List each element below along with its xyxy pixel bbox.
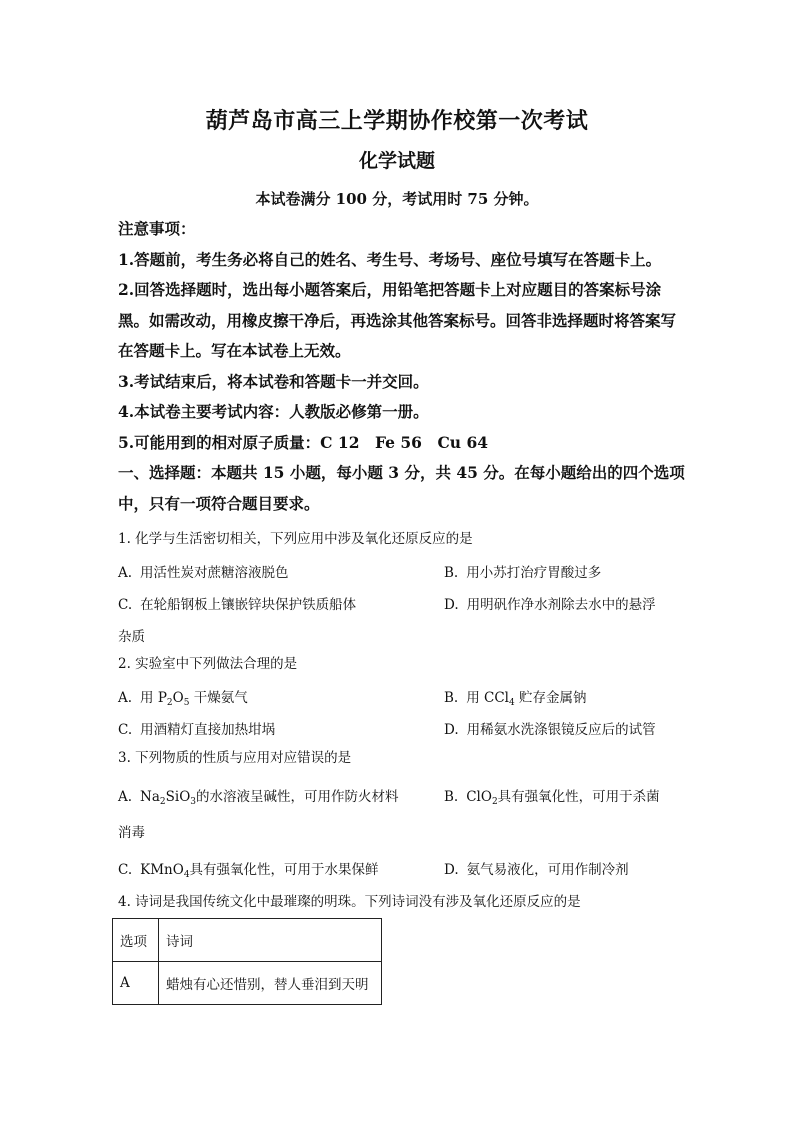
formula-part: O — [172, 690, 184, 706]
table-header-cell: 选项 — [113, 919, 159, 962]
option-label: B. — [444, 565, 459, 581]
table-cell: A — [113, 962, 159, 1005]
formula-part: 用 CCl — [466, 690, 509, 706]
question-3-option-d — [444, 858, 629, 878]
table-header-cell: 诗词 — [159, 919, 382, 962]
formula-part: 具有强氧化性，可用于水果保鲜 — [189, 862, 379, 878]
question-2-stem: 2. 实验室中下列做法合理的是 — [118, 656, 298, 672]
formula-subscript: 4 — [183, 870, 190, 880]
question-2-option-a — [118, 686, 248, 706]
question-1-option-c — [118, 593, 356, 613]
option-text: 氨气易液化，可用作制冷剂 — [466, 862, 629, 878]
formula-subscript: 3 — [190, 797, 197, 807]
question-3-stem: 3. 下列物质的性质与应用对应错误的是 — [118, 750, 352, 766]
note-item: 2.回答选择题时，选出每小题答案后，用铅笔把答题卡上对应题目的答案标号涂黑。如需改动，用橡皮擦干净后，再选涂其他答案标号。回答非选择题时将答案写在答题卡上。写在本试卷上无效。 — [118, 280, 677, 360]
section-heading: 一、选择题：本题共 15 小题，每小题 3 分，共 45 分。在每小题给出的四个选项中，只有一项符合题目要求。 — [118, 463, 685, 513]
formula-part: 具有强氧化性，可用于杀菌 — [497, 789, 660, 805]
formula-subscript: 5 — [183, 698, 190, 708]
note-item: 5.可能用到的相对原子质量：C 12 Fe 56 Cu 64 — [118, 432, 489, 452]
table-cell: 蜡烛有心还惜别，替人垂泪到天明 — [159, 962, 382, 1005]
option-text: 用稀氨水洗涤银镜反应后的试管 — [466, 722, 656, 738]
formula-part: 的水溶液呈碱性，可用作防火材料 — [196, 789, 399, 805]
notes-heading: 注意事项： — [118, 219, 196, 238]
option-text: 用明矾作净水剂除去水中的悬浮 — [466, 597, 656, 613]
question-1-option-d-continued: 杂质 — [118, 629, 145, 645]
option-label: C. — [118, 862, 133, 878]
table-header-row — [113, 919, 382, 962]
formula-subscript: 2 — [491, 797, 498, 807]
option-text: 用活性炭对蔗糖溶液脱色 — [140, 565, 289, 581]
exam-info: 本试卷满分 100 分，考试用时 75 分钟。 — [255, 190, 539, 208]
option-text: 在轮船钢板上镶嵌锌块保护铁质船体 — [140, 597, 357, 613]
note-item: 4.本试卷主要考试内容：人教版必修第一册。 — [118, 402, 429, 421]
question-4-table — [112, 918, 382, 1005]
notes-block — [118, 214, 688, 519]
table-row — [113, 962, 382, 1005]
formula-part: 贮存金属钠 — [514, 690, 587, 706]
option-text: 用酒精灯直接加热坩埚 — [140, 722, 276, 738]
question-1-option-d — [444, 593, 656, 613]
option-label: A. — [118, 789, 133, 805]
formula-part: Na — [140, 789, 160, 805]
option-label: A. — [118, 690, 133, 706]
question-2-option-d — [444, 718, 656, 738]
formula-subscript: 4 — [509, 698, 515, 708]
option-label: A. — [118, 565, 133, 581]
option-label: D. — [444, 862, 459, 878]
question-3-option-b — [444, 785, 660, 805]
note-item: 3.考试结束后，将本试卷和答题卡一并交回。 — [118, 371, 429, 391]
formula-subscript: 2 — [166, 698, 173, 708]
formula-part: ClO — [466, 789, 492, 805]
option-label: B. — [444, 789, 459, 805]
question-2-option-b — [444, 686, 587, 706]
formula-part: 用 P — [140, 690, 167, 706]
question-2-option-c — [118, 718, 275, 738]
exam-title: 葫芦岛市高三上学期协作校第一次考试 — [205, 108, 589, 134]
question-3-option-c — [118, 858, 379, 878]
question-1-stem: 1. 化学与生活密切相关，下列应用中涉及氧化还原反应的是 — [118, 531, 473, 547]
question-1-option-b — [444, 561, 601, 581]
formula-part: 干燥氨气 — [189, 690, 248, 706]
option-label: C. — [118, 597, 133, 613]
question-3-option-b-continued: 消毒 — [118, 825, 145, 841]
question-4-stem: 4. 诗词是我国传统文化中最璀璨的明珠。下列诗词没有涉及氧化还原反应的是 — [118, 894, 581, 910]
option-label: D. — [444, 722, 459, 738]
option-label: D. — [444, 597, 459, 613]
formula-part: SiO — [165, 789, 191, 805]
formula-subscript: 2 — [159, 797, 166, 807]
note-item: 1.答题前，考生务必将自己的姓名、考生号、考场号、座位号填写在答题卡上。 — [118, 249, 662, 269]
formula-part: KMnO — [140, 862, 184, 878]
exam-subtitle: 化学试题 — [358, 150, 435, 172]
question-1-option-a — [118, 561, 289, 581]
option-label: B. — [444, 690, 459, 706]
option-label: C. — [118, 722, 133, 738]
option-text: 用小苏打治疗胃酸过多 — [466, 565, 602, 581]
question-3-option-a — [118, 785, 399, 805]
